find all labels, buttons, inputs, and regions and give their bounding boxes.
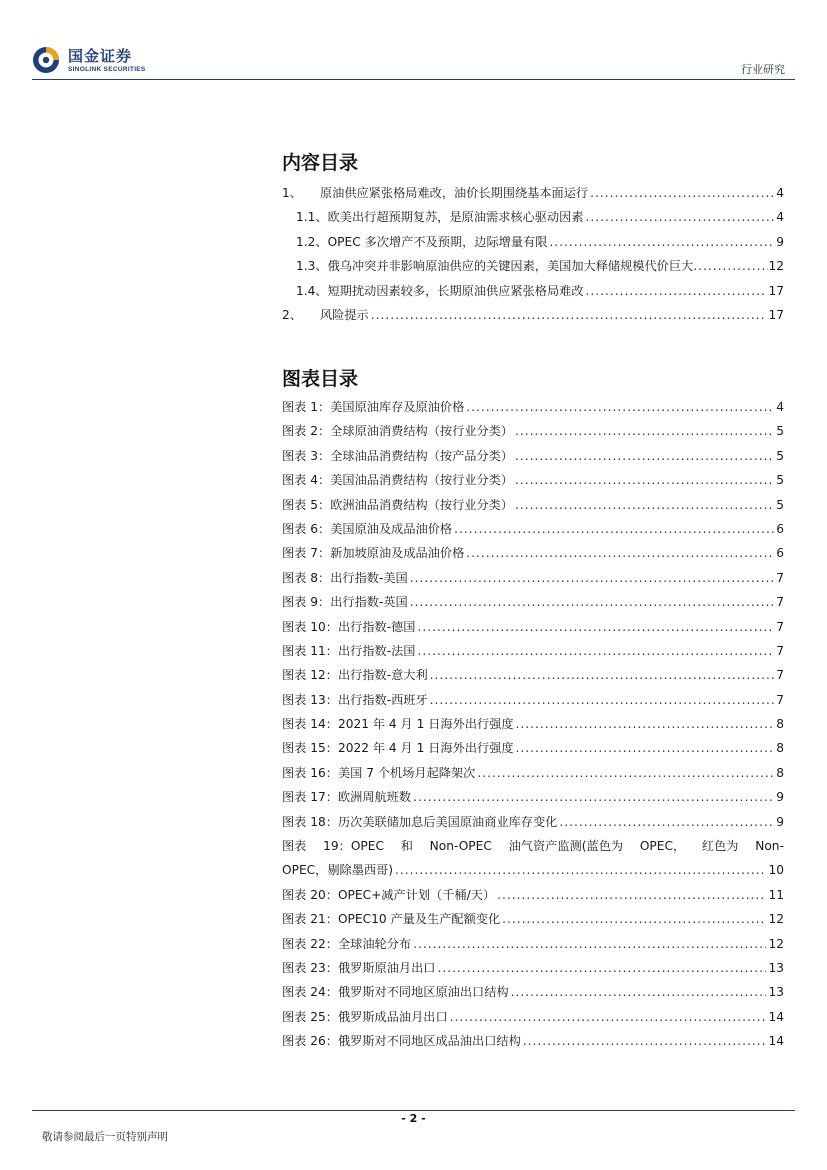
page-number: - 2 - (401, 1112, 426, 1125)
figure-entry[interactable] (282, 639, 784, 663)
figure-entry-page: 8 (776, 741, 784, 756)
toc-entry[interactable] (282, 303, 784, 327)
figure-entry-word: OPEC， (639, 839, 686, 854)
figure-entry-page: 8 (776, 717, 784, 732)
figure-entry-page: 7 (776, 619, 784, 634)
figure-entry-page: 14 (768, 1009, 784, 1024)
dot-leader (586, 205, 775, 229)
figure-entry[interactable] (282, 688, 784, 712)
figure-entry-title: 图表 11：出行指数-法国 (282, 643, 416, 658)
figure-entry-word: 19：OPEC (323, 839, 384, 854)
figure-entry[interactable] (282, 883, 784, 907)
dot-leader (466, 541, 774, 565)
figure-entry-page: 5 (776, 424, 784, 439)
toc-entry-title: 原油供应紧张格局难改，油价长期围绕基本面运行 (319, 186, 589, 200)
contents-list (282, 181, 784, 327)
figure-entry-title: 图表 12：出行指数-意大利 (282, 668, 428, 683)
dot-leader (454, 517, 774, 541)
figure-entry-page: 8 (776, 765, 784, 780)
figure-entry-title: 图表 14：2021 年 4 月 1 日海外出行强度 (282, 717, 514, 732)
figure-entry-title: 图表 20：OPEC+减产计划（千桶/天） (282, 887, 496, 902)
dot-leader (417, 639, 774, 663)
dot-leader (477, 761, 774, 785)
dot-leader (371, 303, 767, 327)
dot-leader (516, 712, 775, 736)
figure-entry-page: 7 (776, 692, 784, 707)
toc-entry[interactable] (282, 205, 784, 229)
dot-leader (559, 810, 774, 834)
figure-entry-title: 图表 21：OPEC10 产量及生产配额变化 (282, 912, 501, 927)
toc-entry-number: 1、 (282, 186, 302, 200)
dot-leader (413, 932, 766, 956)
figure-entry[interactable] (282, 810, 784, 834)
figures-list (282, 395, 784, 1054)
figure-entry[interactable] (282, 1029, 784, 1053)
dot-leader (437, 956, 766, 980)
toc-entry-title: 俄乌冲突并非影响原油供应的关键因素，美国加大释储规模代价巨大 (327, 259, 694, 274)
toc-entry-page: 9 (776, 234, 784, 249)
dot-leader (515, 419, 774, 443)
figure-entry[interactable] (282, 615, 784, 639)
sinolink-logo-icon (32, 46, 60, 74)
figure-entry-title: 图表 1：美国原油库存及原油价格 (282, 400, 465, 414)
figure-entry-title: 图表 16：美国 7 个机场月起降架次 (282, 765, 476, 780)
toc-entry-page: 12 (768, 259, 784, 274)
figure-entry-page: 10 (768, 863, 784, 878)
toc-entry-number: 1.3、 (296, 259, 328, 274)
figure-entry-page: 13 (768, 961, 784, 975)
dot-leader (410, 566, 775, 590)
dot-leader (511, 980, 767, 1004)
figure-entry[interactable] (282, 932, 784, 956)
dot-leader (515, 493, 774, 517)
toc-entry-page: 17 (768, 283, 784, 298)
figure-entry-word: 红色为 (701, 839, 739, 854)
dot-leader (430, 688, 775, 712)
figure-entry-page: 9 (776, 814, 784, 829)
dot-leader (413, 785, 774, 809)
figure-entry-title: 图表 25：俄罗斯成品油月出口 (282, 1009, 448, 1024)
figure-entry-page: 9 (776, 790, 784, 805)
company-logo (32, 44, 162, 78)
figure-entry-title: 图表 8：出行指数-美国 (282, 570, 408, 585)
toc-entry-title: 风险提示 (319, 307, 369, 322)
dot-leader (410, 590, 775, 614)
figure-entry-title: 图表 7：新加坡原油及成品油价格 (282, 546, 465, 561)
dot-leader (466, 395, 774, 419)
figure-entry[interactable] (282, 980, 784, 1004)
toc-entry-number: 2、 (282, 307, 302, 322)
logo-chinese-name: 国金证券 (68, 47, 133, 65)
figure-entry-page: 5 (776, 497, 784, 512)
figure-entry-title: 图表 17：欧洲周航班数 (282, 790, 412, 805)
figure-entry-title: 图表 5：欧洲油品消费结构（按行业分类） (282, 497, 514, 512)
dot-leader (417, 615, 774, 639)
toc-entry[interactable] (282, 254, 784, 278)
figure-entry[interactable] (282, 541, 784, 565)
figure-entry[interactable] (282, 785, 784, 809)
toc-entry[interactable] (282, 181, 784, 205)
figure-entry-page: 14 (768, 1034, 784, 1049)
logo-english-name: SINOLINK SECURITIES (68, 66, 146, 73)
dot-leader (523, 1029, 767, 1053)
figure-entry-title: 图表 15：2022 年 4 月 1 日海外出行强度 (282, 741, 514, 756)
figure-entry[interactable] (282, 956, 784, 980)
toc-entry-title: OPEC 多次增产不及预期，边际增量有限 (327, 234, 548, 249)
dot-leader (549, 230, 774, 254)
figure-entry-title-line1 (282, 834, 784, 858)
toc-entry-number: 1.1、 (296, 210, 328, 225)
figure-entry-title: 图表 10：出行指数-德国 (282, 619, 416, 634)
toc-entry-title: 欧美出行超预期复苏，是原油需求核心驱动因素 (327, 210, 584, 225)
figure-entry[interactable] (282, 517, 784, 541)
figure-entry[interactable] (282, 834, 784, 883)
figure-entry[interactable] (282, 468, 784, 492)
figure-entry[interactable] (282, 493, 784, 517)
figure-entry[interactable] (282, 444, 784, 468)
figure-entry-page: 5 (776, 448, 784, 463)
dot-leader (515, 468, 774, 492)
figure-entry-title-line2: OPEC，剔除墨西哥) (282, 863, 394, 878)
dot-leader (450, 1005, 767, 1029)
header-divider (32, 79, 795, 80)
figure-entry-page: 7 (776, 668, 784, 683)
figure-entry[interactable] (282, 907, 784, 931)
dot-leader (395, 858, 766, 882)
figure-entry-title: 图表 23：俄罗斯原油月出口 (282, 961, 436, 975)
figure-entry-title: 图表 24：俄罗斯对不同地区原油出口结构 (282, 985, 509, 1000)
figure-entry-word: Non-OPEC (429, 839, 492, 854)
dot-leader (590, 181, 774, 205)
footer-divider (32, 1110, 795, 1111)
figure-entry[interactable] (282, 419, 784, 443)
figure-entry-title: 图表 6：美国原油及成品油价格 (282, 521, 453, 536)
toc-entry-page: 4 (776, 186, 784, 200)
figure-entry-title: 图表 18：历次美联储加息后美国原油商业库存变化 (282, 814, 558, 829)
figure-entry-title: 图表 2：全球原油消费结构（按行业分类） (282, 424, 514, 439)
dot-leader (502, 907, 766, 931)
figure-entry-word: Non- (755, 839, 784, 854)
figure-entry-word: 油气资产监测(蓝色为 (508, 839, 624, 854)
figure-entry[interactable] (282, 663, 784, 687)
figure-entry-title: 图表 22：全球油轮分布 (282, 936, 412, 951)
figure-entry-word: 和 (400, 839, 413, 854)
figure-entry[interactable] (282, 395, 784, 419)
dot-leader (693, 254, 768, 278)
figure-entry-title: 图表 26：俄罗斯对不同地区成品油出口结构 (282, 1034, 521, 1049)
figure-entry[interactable] (282, 1005, 784, 1029)
figure-entry-title: 图表 13：出行指数-西班牙 (282, 692, 428, 707)
figure-entry-page: 4 (776, 400, 784, 414)
report-category-label: 行业研究 (741, 63, 785, 76)
figure-entry[interactable] (282, 566, 784, 590)
figure-entry-page: 12 (768, 912, 784, 927)
toc-entry-number: 1.2、 (296, 234, 328, 249)
figure-entry-page: 7 (776, 643, 784, 658)
dot-leader (430, 663, 775, 687)
figure-entry[interactable] (282, 590, 784, 614)
figure-entry-page: 7 (776, 570, 784, 585)
disclaimer-note: 敬请参阅最后一页特别声明 (42, 1131, 168, 1143)
figure-entry-title: 图表 4：美国油品消费结构（按行业分类） (282, 473, 514, 488)
dot-leader (516, 736, 775, 760)
toc-entry-number: 1.4、 (296, 283, 328, 298)
toc-entry-page: 4 (776, 210, 784, 225)
toc-entry-page: 17 (768, 307, 784, 322)
figure-entry[interactable] (282, 736, 784, 760)
figure-entry[interactable] (282, 712, 784, 736)
toc-entry[interactable] (282, 230, 784, 254)
dot-leader (497, 883, 766, 907)
toc-entry-title: 短期扰动因素较多，长期原油供应紧张格局难改 (327, 283, 584, 298)
figure-entry-page: 6 (776, 521, 784, 536)
figure-entry-page: 7 (776, 595, 784, 610)
figure-entry-page: 5 (776, 473, 784, 488)
figure-entry-word: 图表 (282, 839, 307, 854)
dot-leader (515, 444, 774, 468)
figures-title: 图表目录 (282, 368, 359, 390)
figure-entry-page: 13 (768, 985, 784, 1000)
dot-leader (586, 279, 767, 303)
figure-entry-title: 图表 3：全球油品消费结构（按产品分类） (282, 448, 514, 463)
figure-entry-page: 6 (776, 546, 784, 561)
contents-title: 内容目录 (282, 152, 359, 174)
figure-entry-title: 图表 9：出行指数-英国 (282, 595, 408, 610)
toc-entry[interactable] (282, 279, 784, 303)
figure-entry[interactable] (282, 761, 784, 785)
figure-entry-page: 12 (768, 936, 784, 951)
figure-entry-page: 11 (768, 887, 784, 902)
